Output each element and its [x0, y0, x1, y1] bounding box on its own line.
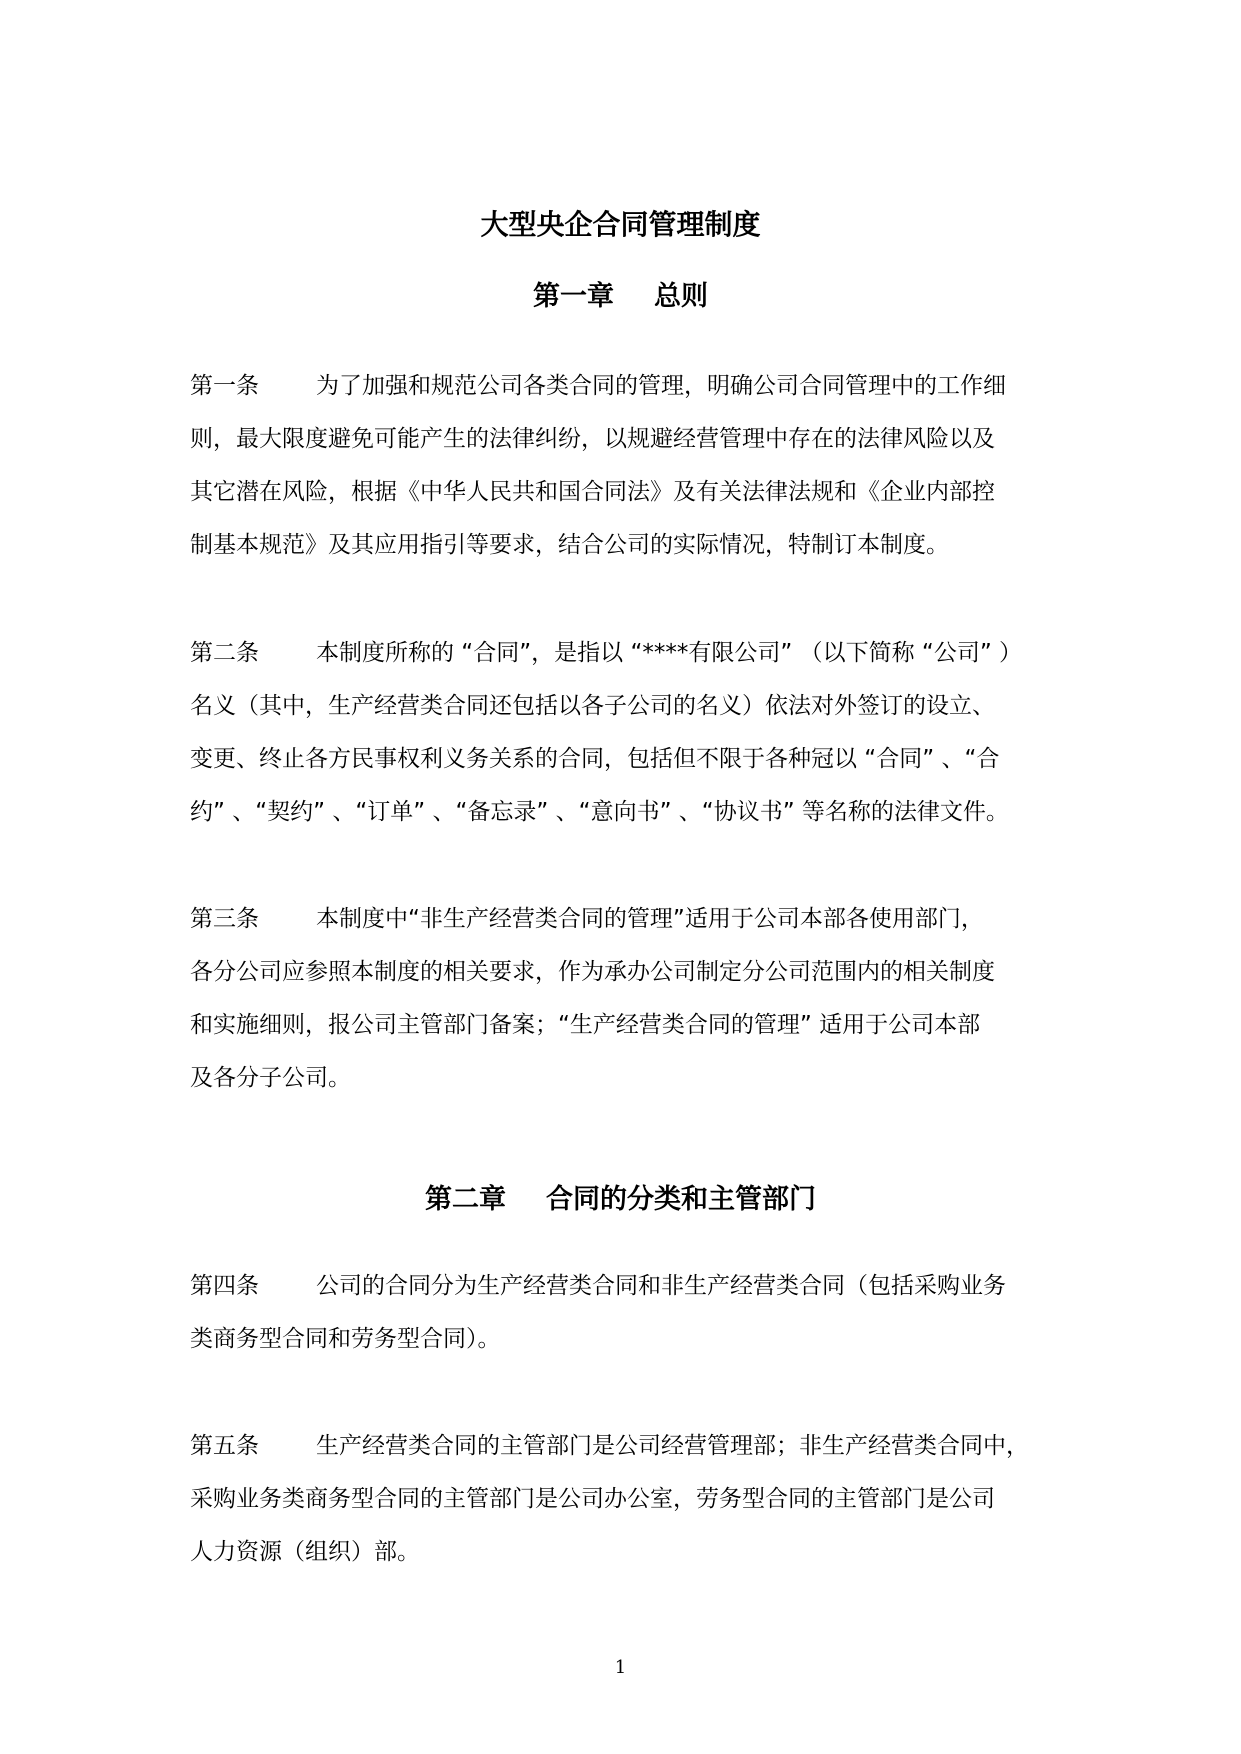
article-line: 及各分子公司。 [190, 1065, 351, 1091]
article-line: 其它潜在风险，根据《中华人民共和国合同法》及有关法律法规和《企业内部控 [190, 479, 995, 505]
article-line: 制基本规范》及其应用指引等要求，结合公司的实际情况，特制订本制度。 [190, 532, 949, 558]
chapter-number: 第二章 [425, 1184, 506, 1215]
page-number: 1 [614, 1657, 627, 1678]
article [190, 360, 1070, 572]
article-line: 人力资源（组织）部。 [190, 1539, 420, 1565]
article-number: 第一条 [190, 373, 259, 399]
article-line: 采购业务类商务型合同的主管部门是公司办公室，劳务型合同的主管部门是公司 [190, 1486, 995, 1512]
article [190, 627, 1070, 839]
article-text: 本制度所称的 “合同”，是指以 “****有限公司” （以下简称 “公司” ） [316, 640, 1023, 666]
article-number: 第二条 [190, 640, 259, 666]
article-line [190, 627, 1070, 680]
article-text: 生产经营类合同的主管部门是公司经营管理部；非生产经营类合同中， [316, 1433, 1029, 1459]
article-number: 第五条 [190, 1433, 259, 1459]
article-line: 约” 、“契约” 、“订单” 、“备忘录” 、“意向书” 、“协议书” 等名称的法律文件。 [190, 799, 1009, 825]
article-line: 类商务型合同和劳务型合同）。 [190, 1326, 501, 1352]
chapter-number: 第一章 [533, 281, 614, 312]
article-line: 变更、终止各方民事权利义务关系的合同，包括但不限于各种冠以 “合同” 、“合 [190, 746, 1000, 772]
article-line [190, 1420, 1070, 1473]
article [190, 1260, 1070, 1366]
article-line: 各分公司应参照本制度的相关要求，作为承办公司制定分公司范围内的相关制度 [190, 959, 995, 985]
chapter-title: 总则 [654, 281, 708, 312]
article-text: 公司的合同分为生产经营类合同和非生产经营类合同（包括采购业务 [316, 1273, 1006, 1299]
article-number: 第三条 [190, 906, 259, 932]
article-line [190, 893, 1070, 946]
article [190, 1420, 1070, 1579]
article-text: 为了加强和规范公司各类合同的管理，明确公司合同管理中的工作细 [316, 373, 1006, 399]
article-text: 本制度中“非生产经营类合同的管理”适用于公司本部各使用部门， [316, 906, 984, 932]
article-line: 和实施细则，报公司主管部门备案；“生产经营类合同的管理” 适用于公司本部 [190, 1012, 981, 1038]
article-line: 名义（其中，生产经营类合同还包括以各子公司的名义）依法对外签订的设立、 [190, 693, 995, 719]
chapter-heading [0, 1180, 1241, 1220]
chapter-title: 合同的分类和主管部门 [546, 1184, 816, 1215]
article-line [190, 1260, 1070, 1313]
article-line: 则，最大限度避免可能产生的法律纠纷，以规避经营管理中存在的法律风险以及 [190, 426, 995, 452]
article [190, 893, 1070, 1105]
document-title: 大型央企合同管理制度 [480, 208, 761, 241]
article-line [190, 360, 1070, 413]
article-number: 第四条 [190, 1273, 259, 1299]
chapter-heading [0, 277, 1241, 317]
